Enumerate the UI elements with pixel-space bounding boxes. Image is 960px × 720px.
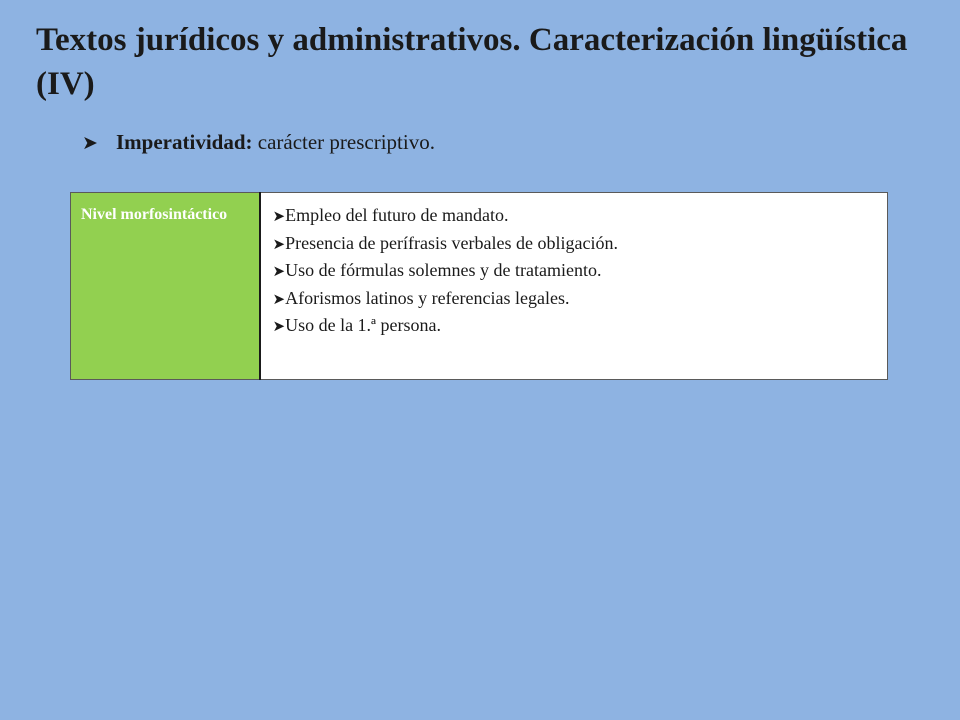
arrow-bullet-icon: ➤ xyxy=(272,236,286,253)
items-cell xyxy=(260,193,888,380)
features-table xyxy=(70,192,888,380)
bullet-description: carácter prescriptivo. xyxy=(257,130,435,154)
list-item-text: Empleo del futuro de mandato. xyxy=(285,205,509,225)
table-row xyxy=(71,193,888,380)
arrow-bullet-icon: ➤ xyxy=(272,319,286,335)
list-item-text: Uso de fórmulas solemnes y de tratamiento. xyxy=(285,260,602,280)
list-item xyxy=(273,313,888,341)
arrow-bullet-icon: ➤ xyxy=(82,133,98,154)
list-item-text: Uso de la 1.ª persona. xyxy=(285,315,442,335)
level-label: Nivel morfosintáctico xyxy=(81,206,228,223)
arrow-bullet-icon: ➤ xyxy=(272,264,286,280)
list-item-text: Aforismos latinos y referencias legales. xyxy=(285,287,570,308)
arrow-bullet-icon: ➤ xyxy=(272,291,286,308)
features-list xyxy=(273,203,888,341)
imperatividad-bullet xyxy=(82,128,435,158)
slide-title: Textos jurídicos y administrativos. Caracterización lingüística (IV) xyxy=(36,22,908,102)
list-item-text: Presencia de perífrasis verbales de obligación. xyxy=(285,232,618,253)
list-item xyxy=(273,231,888,259)
list-item xyxy=(273,258,888,286)
list-item xyxy=(273,203,888,231)
list-item xyxy=(273,286,888,314)
arrow-bullet-icon: ➤ xyxy=(272,209,286,225)
bullet-term: Imperatividad: xyxy=(116,130,253,154)
level-cell xyxy=(71,193,260,380)
